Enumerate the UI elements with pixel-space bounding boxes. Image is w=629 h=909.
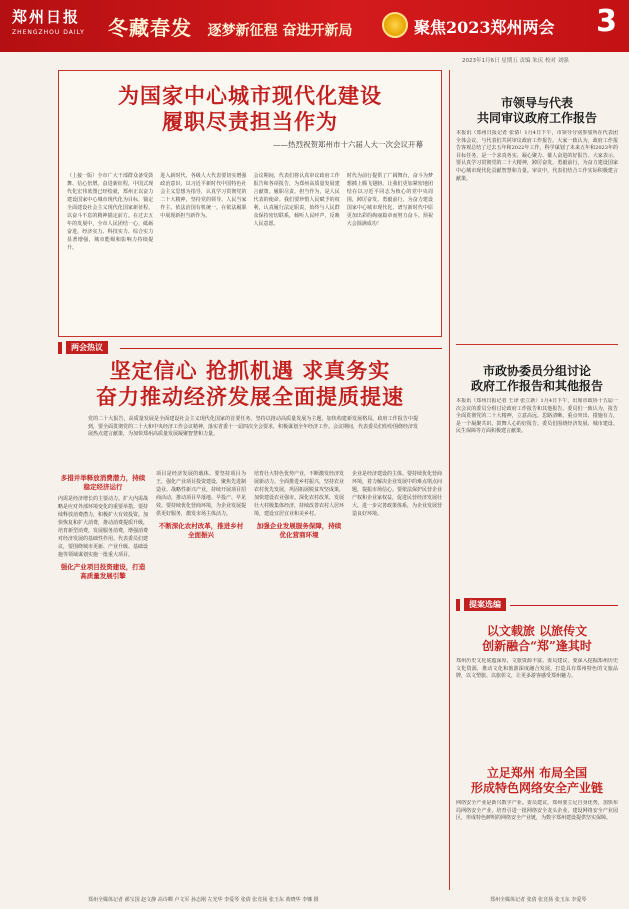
tag-rule (510, 605, 618, 606)
main-col2 (156, 470, 246, 890)
right-article3-headline-2: 创新融合“郑”逢其时 (482, 639, 592, 653)
right-article2-headline-1: 市政协委员分组讨论 (482, 364, 591, 378)
right-article3-headline (456, 624, 618, 654)
right-article3-body: 郑州历史文化底蕴深厚，文旅资源丰富。委员建议，要深入挖掘郑州历史文化资源，推动文化和旅游深度融合发展，打造具有郑州特色的文旅品牌，以文塑旅、以旅彰文，让更多游客感受郑州魅力。 (456, 658, 618, 680)
main-col4-text: 企业是经济建设的主体。要持续优化营商环境，着力解决企业发展中的难点堵点问题，提振市场信心。要依法保护民营企业产权和企业家权益，促进民营经济发展壮大。进一步完善政策体系，为企业发展营造良好环境。 (352, 471, 442, 517)
main-col3 (254, 470, 344, 890)
top-article-columns (67, 172, 433, 330)
right-article4-headline-1: 立足郑州 布局全国 (486, 766, 588, 780)
masthead-title: 郑州日报 (12, 8, 81, 26)
subheading-investment: 强化产业项目投资建设，打造高质量发展引擎 (60, 563, 146, 580)
right-article4-headline-2: 形成特色网络安全产业链 (470, 781, 603, 795)
main-col3-text: 培育壮大特色优势产业，不断激发经济发展新动力。全面推进乡村振兴，坚持农业农村优先发展，巩固拓展脱贫攻坚成果，加快建设农业强市。深化农村改革，发展壮大村级集体经济，持续改善农村人居环境，建设宜居宜业和美乡村。 (254, 471, 344, 517)
national-emblem-icon (382, 12, 408, 38)
masthead (12, 6, 85, 36)
main-article-lead: 党的二十大报告，高质量发展是全面建设社会主义现代化国家的首要任务。坚持以推动高质量发展为主题，加快构建新发展格局。政府工作报告中提到，要全面贯彻党的二十大和中央经济工作会议精神，落实省委十一届四次全会要求，积极谋划全年经济工作。会议期间，代表委员们纷纷围绕经济发展热点建言献策，为加快郑州高质量发展凝聚智慧和力量。 (88, 416, 419, 437)
top-headline-line1: 为国家中心城市现代化建设 (118, 83, 382, 108)
right-article3-headline-1: 以文载旅 以旅传文 (486, 624, 588, 638)
right-article4-body: 网络安全产业是新兴数字产业。委员建议，郑州要立足自身优势，加快布局网络安全产业，培育引进一批网络安全龙头企业，建设网络安全产业园区，形成特色鲜明的网络安全产业链，为数字郑州建设提供坚实保障。 (456, 800, 618, 822)
subheading-rural-reform: 不断深化农村改革，推进乡村全面振兴 (158, 522, 244, 539)
right-article1-headline-1: 市领导与代表 (500, 96, 573, 110)
right-rule-1 (456, 344, 618, 345)
top-article-subtitle: ——热烈祝贺郑州市十六届人大一次会议开幕 (273, 140, 423, 149)
right-article4-headline (456, 766, 618, 796)
top-article-col2: 进入新时代，各级人大代表要切实增强政治意识，以习近平新时代中国特色社会主义思想为指导，认真学习贯彻党的二十大精神，坚持党的领导、人民当家作主、依法治国有机统一，在依法履职中展现新担当新作为。 (160, 173, 247, 219)
tag-label: 两会热议 (66, 341, 108, 354)
slogan-main: 冬藏春发 (108, 16, 192, 40)
top-article-col1: （上接一版）全市广大干部群众备受鼓舞、信心倍增。奋进新征程，中国式现代化宏伟蓝图已经绘就，郑州正以奋力建设国家中心城市现代化为目标，锚定全面建设社会主义现代化国家新征程，以奋斗不息的精神锚定前方。在过去五年的发展中，全市人民团结一心，砥砺奋进，经济实力、科技实力、综合实力显著增强，城市能级和影响力持续提升。 (67, 173, 154, 251)
header-banner (0, 0, 629, 52)
top-article-box (58, 70, 442, 337)
column-divider (449, 70, 450, 890)
tag-bar (58, 342, 62, 354)
main-headline-line1: 坚定信心 抢抓机遇 求真务实 (109, 358, 391, 383)
masthead-english: ZHENGZHOU DAILY (12, 29, 85, 36)
section-tag-proposals (456, 598, 506, 611)
tag-bar (456, 599, 460, 611)
main-col2-text: 项目是经济发展的载体。要坚持项目为王，强化产业项目投资建设，聚焦先进制造业、战略性新兴产业，持续开展项目招商活动，推动项目早落地、早投产、早见效。要持续优化营商环境，为企业发展提供更好服务，激发市场主体活力。 (156, 471, 246, 517)
right-article1-headline (456, 96, 618, 126)
tag-rule (120, 348, 442, 349)
top-article-col3: 会议期间，代表们将认真审议政府工作报告和各项报告，为郑州高质量发展建言献策。履职尽责、担当作为，是人民代表的使命。我们要珍惜人民赋予的权利，认真履行法定职责，始终与人民群众保持密切联系，倾听人民呼声，反映人民意愿。 (253, 173, 340, 227)
header-slogan (108, 12, 352, 41)
slogan-sub: 逐梦新征程 奋进开新局 (207, 23, 353, 39)
session-title: 聚焦2023郑州两会 (414, 18, 555, 37)
right-article1-body: 本报讯（郑州日报记者 张倩）1月4日下午，市领导分别参加所在代表团全体会议，与代表们共同审议政府工作报告。大家一致认为，政府工作报告客观总结了过去五年和2022年工作，科学谋划了未来五年和2023年的目标任务，是一个求真务实、凝心聚力、催人奋进的好报告。大家表示，要认真学习贯彻党的二十大精神，踔厉奋发，勇毅前行，为奋力建设国家中心城市现代化贡献智慧和力量。审议中，代表们结合工作实际积极建言献策。 (456, 130, 618, 182)
top-article-headline (59, 83, 441, 135)
subheading-business-environment: 加强企业发展服务保障，持续优化营商环境 (256, 522, 342, 539)
right-article2-headline-2: 政府工作报告和其他报告 (470, 379, 603, 393)
right-article1-headline-2: 共同审议政府工作报告 (476, 111, 597, 125)
top-headline-line2: 履职尽责担当作为 (162, 109, 338, 134)
section-tag-hot-topics (58, 341, 108, 354)
main-article-columns (58, 470, 442, 890)
footer-credits-left: 郑州全媒体记者 郝宝国 赵文静 高诗卿 卢文军 孙志刚 左光华 李爱琴 张倩 张竞扬 张玉东 黄晓华 李娜 摄 (88, 897, 319, 903)
page-number: 3 (596, 4, 617, 39)
main-headline-line2: 奋力推动经济发展全面提质提速 (96, 384, 404, 409)
right-article2-body: 本报讯（郑州日报记者 王译 张立新）1月4日下午，出席市政协十五届一次会议的委员分组讨论政府工作报告和其他报告。委员们一致认为，报告全面贯彻党的二十大精神，立意高远、思路清晰、重点突出、措施有力，是一个凝聚共识、鼓舞人心的好报告。委员们围绕经济发展、城市建设、民生保障等方面积极建言献策。 (456, 398, 618, 435)
subheading-consumption: 多措并举释放消费潜力，持续稳定经济运行 (60, 474, 146, 491)
right-article2-headline (456, 364, 618, 394)
main-col4 (352, 470, 442, 890)
dateline: 2023年1月6日 星期五 责编 朱庆 校对 刘强 (462, 58, 569, 64)
top-article-col4: 时代为前行提供了广阔舞台，奋斗为梦想插上腾飞翅膀。让我们更加紧密地团结在以习近平同志为核心的党中央周围，踔厉奋发、勇毅前行，为奋力建设国家中心城市现代化、谱写新时代中原更加出彩的绚丽篇章而努力奋斗。预祝大会圆满成功！ (346, 173, 433, 227)
tag-label: 提案选编 (464, 598, 506, 611)
footer-credits-right: 郑州全媒体记者 张倩 张竞扬 张玉东 李爱琴 (490, 897, 587, 903)
main-col1 (58, 470, 148, 890)
main-article-headline (58, 358, 442, 410)
main-col1-text: 内需是经济增长的主要动力。扩大内需战略是应对外部环境变化的重要举措。要持续释放消费潜力，积极扩大有效投资。加快恢复和扩大消费，推动消费提质升级，培育新型消费，发展服务消费，增强消费对经济发展的基础性作用。代表委员们建议，要围绕城市更新、产业升级、基础设施等领域谋划实施一批重大项目。 (58, 496, 148, 558)
